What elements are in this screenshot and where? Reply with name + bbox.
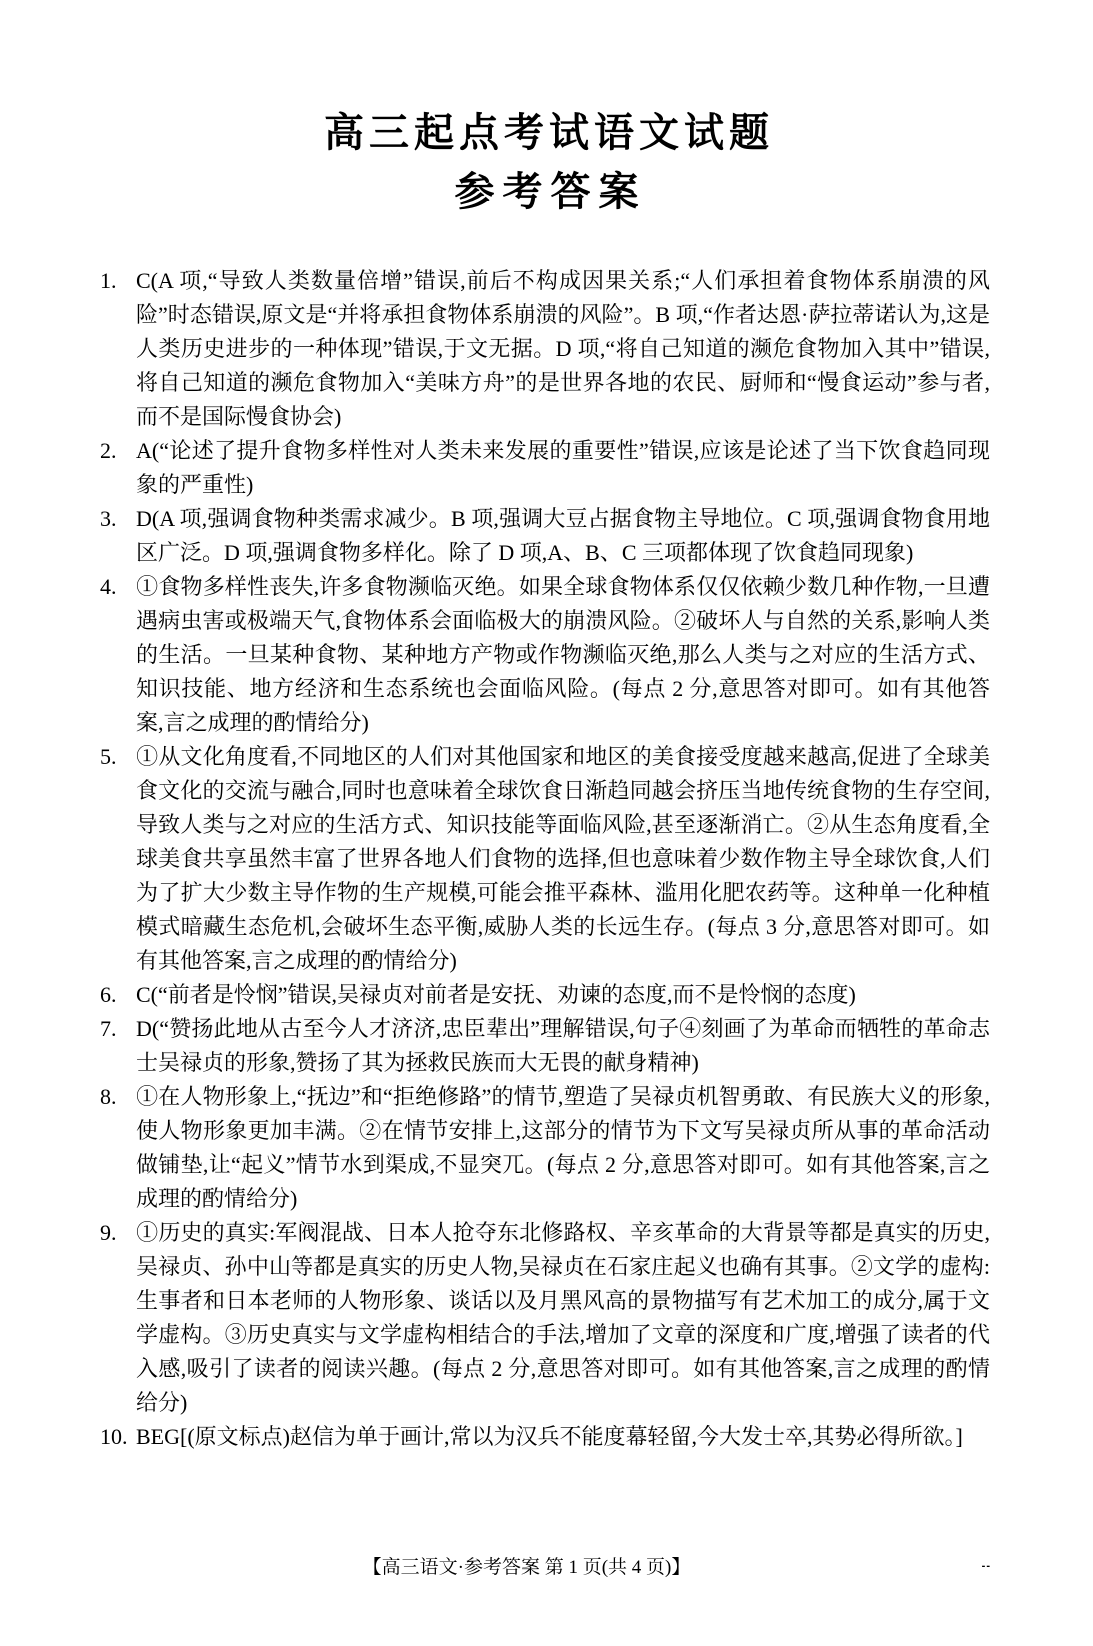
answer-number: 3.: [100, 506, 117, 531]
answer-text: D(A 项,强调食物种类需求减少。B 项,强调大豆占据食物主导地位。C 项,强调食物食用地区广泛。D 项,强调食物多样化。除了 D 项,A、B、C 三项都体现了饮食趋同现象): [136, 506, 990, 565]
answer-text: BEG[(原文标点)赵信为单于画计,常以为汉兵不能度幕轻留,今大发士卒,其势必得所欲。]: [136, 1424, 963, 1449]
answer-text: A(“论述了提升食物多样性对人类未来发展的重要性”错误,应该是论述了当下饮食趋同现象的严重性): [136, 438, 990, 497]
answer-item: [100, 740, 990, 978]
answer-number: 8.: [100, 1084, 117, 1109]
answer-item: [100, 1080, 990, 1216]
answer-item: [100, 1420, 990, 1454]
answer-item: [100, 434, 990, 502]
answer-text: ①历史的真实:军阀混战、日本人抢夺东北修路权、辛亥革命的大背景等都是真实的历史,吴禄贞、孙中山等都是真实的历史人物,吴禄贞在石家庄起义也确有其事。②文学的虚构:生事者和日本老师的人物形象、谈话以及月黑风高的景物描写有艺术加工的成分,属于文学虚构。③历史真实与文学虚构相结合的手法,增加了文章的深度和广度,增强了读者的代入感,吸引了读者的阅读兴趣。(每点 2 分,意思答对即可。如有其他答案,言之成理的酌情给分): [136, 1220, 990, 1415]
answer-text: C(“前者是怜悯”错误,吴禄贞对前者是安抚、劝谏的态度,而不是怜悯的态度): [136, 982, 856, 1007]
answer-number: 1.: [100, 268, 117, 293]
answer-number: 4.: [100, 574, 117, 599]
answer-text: D(“赞扬此地从古至今人才济济,忠臣辈出”理解错误,句子④刻画了为革命而牺牲的革命志士吴禄贞的形象,赞扬了其为拯救民族而大无畏的献身精神): [136, 1016, 990, 1075]
corner-mark: --: [981, 1560, 991, 1572]
answers-list: [100, 264, 990, 1454]
exam-answer-sheet-page: [0, 110, 1093, 1646]
answer-number: 5.: [100, 744, 117, 769]
page-subtitle: 参考答案: [454, 170, 647, 214]
answer-text: ①食物多样性丧失,许多食物濒临灭绝。如果全球食物体系仅仅依赖少数几种作物,一旦遭遇病虫害或极端天气,食物体系会面临极大的崩溃风险。②破坏人与自然的关系,影响人类的生活。一旦某种食物、某种地方产物或作物濒临灭绝,那么人类与之对应的生活方式、知识技能、地方经济和生态系统也会面临风险。(每点 2 分,意思答对即可。如有其他答案,言之成理的酌情给分): [136, 574, 990, 735]
answer-number: 9.: [100, 1220, 117, 1245]
page-footer: 【高三语文·参考答案 第 1 页(共 4 页)】: [362, 1557, 691, 1578]
answer-number: 7.: [100, 1016, 117, 1041]
answer-item: [100, 978, 990, 1012]
answer-item: [100, 1012, 990, 1080]
answer-item: [100, 1216, 990, 1420]
answer-item: [100, 264, 990, 434]
answer-item: [100, 570, 990, 740]
answer-item: [100, 502, 990, 570]
answer-number: 10.: [100, 1424, 128, 1449]
answer-number: 6.: [100, 982, 117, 1007]
answer-number: 2.: [100, 438, 117, 463]
answer-text: ①从文化角度看,不同地区的人们对其他国家和地区的美食接受度越来越高,促进了全球美食文化的交流与融合,同时也意味着全球饮食日渐趋同越会挤压当地传统食物的生存空间,导致人类与之对应的生活方式、知识技能等面临风险,甚至逐渐消亡。②从生态角度看,全球美食共享虽然丰富了世界各地人们食物的选择,但也意味着少数作物主导全球饮食,人们为了扩大少数主导作物的生产规模,可能会推平森林、滥用化肥农药等。这种单一化种植模式暗藏生态危机,会破坏生态平衡,威胁人类的长远生存。(每点 3 分,意思答对即可。如有其他答案,言之成理的酌情给分): [136, 744, 990, 973]
answer-text: C(A 项,“导致人类数量倍增”错误,前后不构成因果关系;“人们承担着食物体系崩溃的风险”时态错误,原文是“并将承担食物体系崩溃的风险”。B 项,“作者达恩·萨拉蒂诺认为,这是人类历史进步的一种体现”错误,于文无据。D 项,“将自己知道的濒危食物加入其中”错误,将自己知道的濒危食物加入“美味方舟”的是世界各地的农民、厨师和“慢食运动”参与者,而不是国际慢食协会): [136, 268, 990, 429]
answer-text: ①在人物形象上,“抚边”和“拒绝修路”的情节,塑造了吴禄贞机智勇敢、有民族大义的形象,使人物形象更加丰满。②在情节安排上,这部分的情节为下文写吴禄贞所从事的革命活动做铺垫,让“起义”情节水到渠成,不显突兀。(每点 2 分,意思答对即可。如有其他答案,言之成理的酌情给分): [136, 1084, 990, 1211]
page-title: 高三起点考试语文试题: [324, 111, 774, 155]
